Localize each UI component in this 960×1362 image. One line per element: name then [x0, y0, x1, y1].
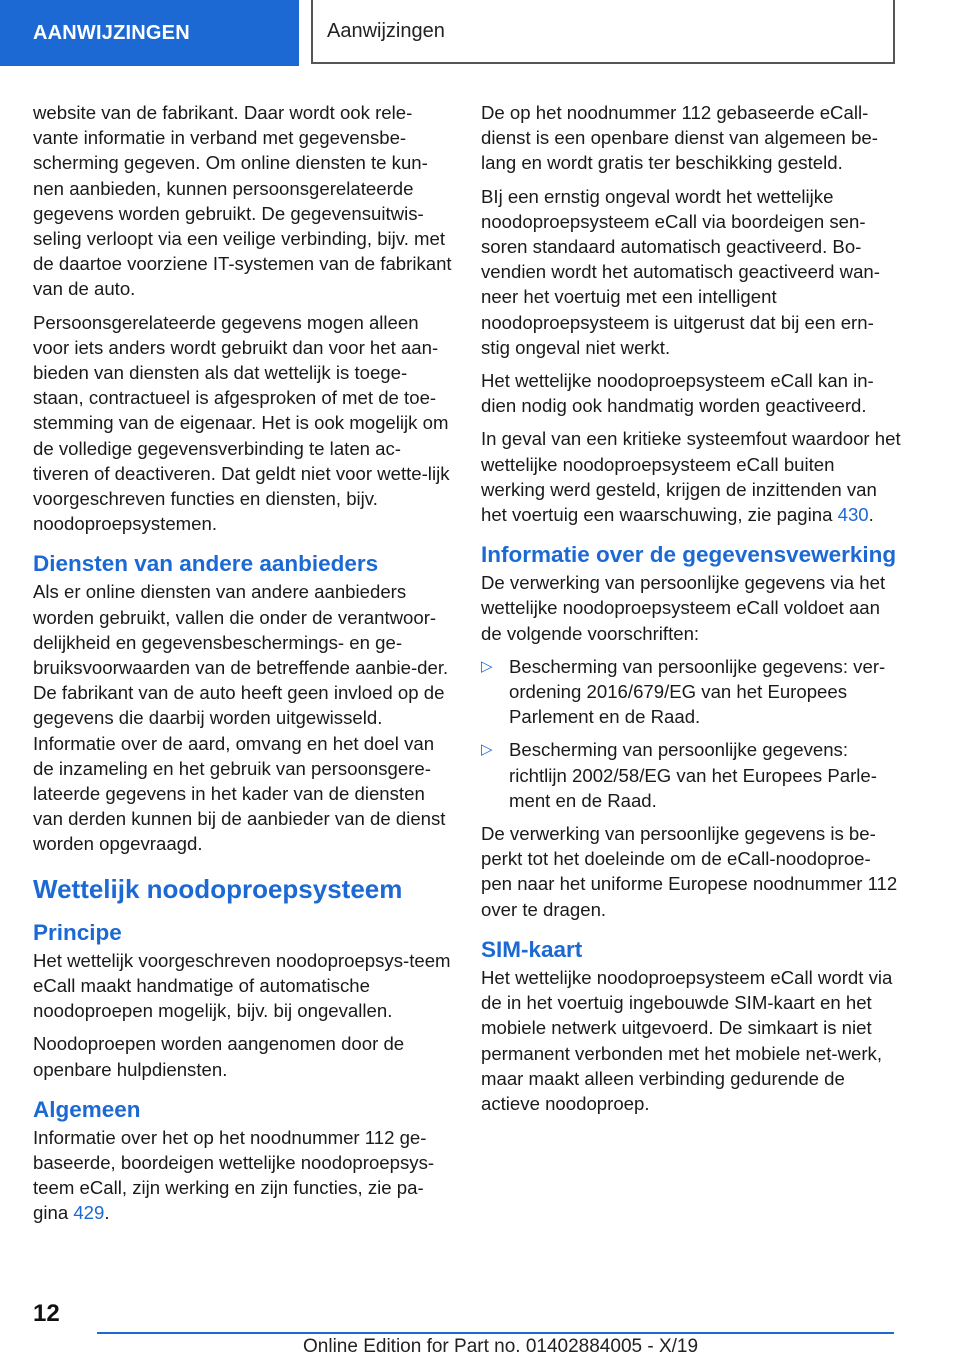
page-number: 12: [33, 1300, 60, 1327]
page-link-430[interactable]: 430: [837, 504, 869, 526]
triangle-bullet-icon: ▷: [481, 657, 493, 675]
paragraph-text: In geval van een kritieke systeemfout waardoor het wettelijke noodoproepsysteem eCall buiten werking werd gesteld, krijgen de inzittenden van het voertuig een waarschuwing, zie pagina: [481, 428, 901, 526]
paragraph: De verwerking van persoonlijke gegevens via het wettelijke noodoproepsysteem eCall voldoet aan de volgende voorschriften:: [481, 572, 886, 644]
paragraph: De verwerking van persoonlijke gegevens is be-perkt tot het doeleinde om de eCall-noodoproe-pen naar het uniforme Europese noodnummer 112 over te dragen.: [481, 823, 898, 920]
left-column: [33, 100, 453, 1234]
paragraph: Noodoproepen worden aangenomen door de openbare hulpdiensten.: [33, 1033, 405, 1080]
list-item: [481, 737, 901, 813]
paragraph: [33, 1125, 453, 1226]
paragraph-text: Informatie over het op het noodnummer 112 ge-baseerde, boordeigen wettelijke noodoproepsys-teem eCall, zijn werking en zijn functies, zie pa-gina: [33, 1126, 435, 1224]
list-item-text: Bescherming van persoonlijke gegevens: ver-ordening 2016/679/EG van het Europees Parlement en de Raad.: [509, 655, 886, 728]
list-item: [481, 654, 901, 730]
paragraph-end: .: [104, 1202, 110, 1224]
section-heading: Informatie over de gegevensvewerking: [481, 542, 897, 568]
section-heading: Principe: [33, 919, 122, 945]
paragraph: Het wettelijke noodoproepsysteem eCall kan in-dien nodig ook handmatig worden geactiveerd.: [481, 370, 874, 417]
paragraph: BIj een ernstig ongeval wordt het wettelijke noodoproepsysteem eCall via boordeigen sen-soren standaard automatisch geactiveerd. Bo-vendien wordt het automatisch geactiveerd wan-neer het voertuig met een intelligent noodoproepsysteem is uitgerust dat bij een ern-stig ongeval niet werkt.: [481, 185, 880, 358]
paragraph-end: .: [868, 504, 874, 526]
paragraph: Als er online diensten van andere aanbieders worden gebruikt, vallen die onder de verantwoor-delijkheid en gegevensbeschermings- en ge-bruiksvoorwaarden van de betreffende aanbie-der. De fabrikant van de auto heeft geen invloed op de gegevens die daarbij worden uitgewisseld. Informatie over de aard, omvang en het doel van de inzameling en het gebruik van persoonsgere-lateerde gegevens in het kader van de diensten van derden kunnen bij de aanbieder van de dienst worden opgevraagd.: [33, 581, 449, 855]
footer-edition: Online Edition for Part no. 01402884005 - X/19: [303, 1336, 699, 1357]
section-heading: SIM-kaart: [481, 936, 583, 962]
paragraph: Persoonsgerelateerde gegevens mogen alleen voor iets anders wordt gebruikt dan voor het aan-bieden van diensten als dat wettelijk is toege-staan, contractueel is afgesproken of met de toe-stemming van de eigenaar. Het is ook mogelijk om de volledige gegevensverbinding te laten ac-tiveren of deactiveren. Dat geldt niet voor wette-lijk voorgeschreven functies en diensten, bijv. noodoproepsystemen.: [33, 311, 450, 535]
section-heading: Diensten van andere aanbieders: [33, 551, 379, 577]
right-column: [481, 100, 901, 1124]
paragraph: website van de fabrikant. Daar wordt ook rele-vante informatie in verband met gegevensbe-scherming gegeven. Om online diensten te kun-nen aanbieden, kunnen persoonsgerelateerde gegevens worden gebruikt. De gegevensuitwis-seling verloopt via een veilige verbinding, bijv. met de daartoe voorziene IT-systemen van de fabrikant van de auto.: [33, 102, 452, 300]
paragraph: Het wettelijke noodoproepsysteem eCall wordt via de in het voertuig ingebouwde SIM-kaart en het mobiele netwerk uitgevoerd. De simkaart is niet permanent verbonden met het mobiele net-werk, maar maakt alleen verbinding gedurende de actieve noodoproep.: [481, 966, 893, 1114]
chapter-heading: Wettelijk noodoproepsysteem: [33, 873, 403, 904]
paragraph: Het wettelijk voorgeschreven noodoproepsys-teem eCall maakt handmatige of automatische noodoproepen mogelijk, bijv. bij ongevallen.: [33, 949, 451, 1022]
triangle-bullet-icon: ▷: [481, 741, 493, 759]
paragraph: [481, 426, 901, 527]
page-header: [0, 0, 960, 66]
list-item-text: Bescherming van persoonlijke gegevens: richtlijn 2002/58/EG van het Europees Parle-ment en de Raad.: [509, 739, 877, 811]
header-title: Aanwijzingen: [311, 0, 895, 64]
paragraph: De op het noodnummer 112 gebaseerde eCall-dienst is een openbare dienst van algemeen be-lang en wordt gratis ter beschikking gesteld.: [481, 102, 878, 174]
section-tab: AANWIJZINGEN: [0, 0, 299, 66]
section-heading: Algemeen: [33, 1096, 141, 1122]
page-link-429[interactable]: 429: [73, 1202, 105, 1224]
